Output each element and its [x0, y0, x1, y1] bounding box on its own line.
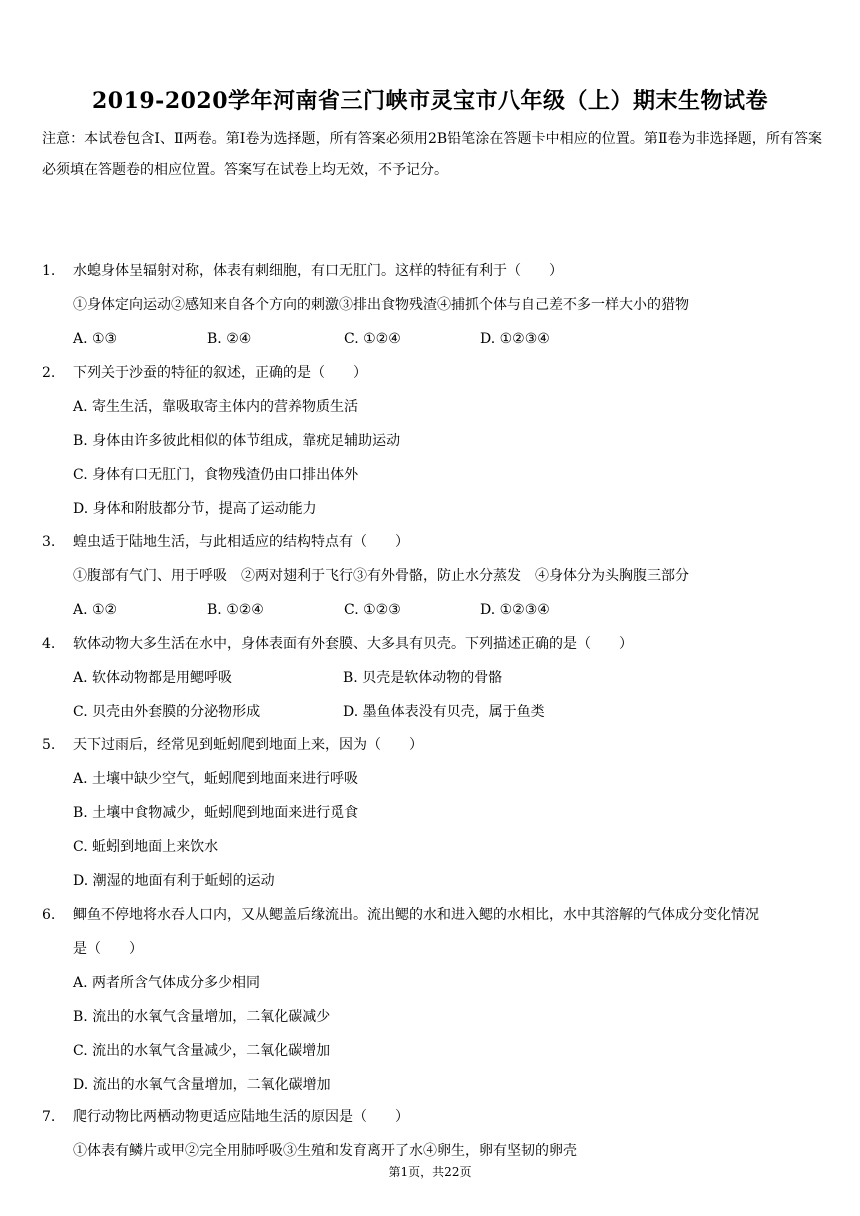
option-b: B. ①②④ — [207, 602, 264, 618]
option-b: B. 贝壳是软体动物的骨骼 — [343, 670, 503, 686]
question-stem: 鲫鱼不停地将水吞人口内，又从鳃盖后缘流出。流出鳃的水和进入鳃的水相比，水中其溶解的气体成分变化情况 — [73, 907, 759, 923]
question-number: 6. — [42, 907, 56, 923]
question-stem: 软体动物大多生活在水中，身体表面有外套膜、大多具有贝壳。下列描述正确的是（ ） — [73, 636, 633, 652]
question-statements: ①体表有鳞片或甲②完全用肺呼吸③生殖和发育离开了水④卵生，卵有坚韧的卵壳 — [73, 1143, 577, 1159]
question-number: 3. — [42, 534, 56, 550]
question-stem: 蝗虫适于陆地生活，与此相适应的结构特点有（ ） — [73, 534, 409, 550]
question-number: 1. — [42, 263, 56, 279]
option-c: C. 流出的水氧气含量减少，二氧化碳增加 — [73, 1043, 331, 1059]
option-a: A. 土壤中缺少空气，蚯蚓爬到地面来进行呼吸 — [73, 771, 359, 787]
option-d: D. 潮湿的地面有利于蚯蚓的运动 — [73, 873, 275, 889]
option-d: D. 身体和附肢都分节，提高了运动能力 — [73, 501, 317, 517]
question-number: 5. — [42, 737, 56, 753]
option-b: B. ②④ — [207, 331, 252, 347]
option-a: A. ①③ — [73, 331, 118, 347]
option-d: D. 流出的水氧气含量增加，二氧化碳增加 — [73, 1077, 331, 1093]
option-c: C. 蚯蚓到地面上来饮水 — [73, 839, 219, 855]
option-a: A. 寄生生活，靠吸取寄主体内的营养物质生活 — [73, 399, 359, 415]
page-footer: 第1页，共22页 — [388, 1165, 472, 1179]
option-a: A. 软体动物都是用鳃呼吸 — [73, 670, 233, 686]
option-c: C. 身体有口无肛门，食物残渣仍由口排出体外 — [73, 467, 359, 483]
question-number: 4. — [42, 636, 56, 652]
option-c: C. 贝壳由外套膜的分泌物形成 — [73, 704, 261, 720]
question-stem-continued: 是（ ） — [73, 941, 143, 957]
question-statements: ①腹部有气门、用于呼吸 ②两对翅利于飞行③有外骨骼，防止水分蒸发 ④身体分为头胸腹三部分 — [73, 568, 689, 584]
option-b: B. 流出的水氧气含量增加，二氧化碳减少 — [73, 1009, 331, 1025]
question-stem: 水螅身体呈辐射对称，体表有刺细胞，有口无肛门。这样的特征有利于（ ） — [73, 263, 563, 279]
question-stem: 爬行动物比两栖动物更适应陆地生活的原因是（ ） — [73, 1109, 409, 1125]
option-c: C. ①②④ — [344, 331, 401, 347]
question-stem: 下列关于沙蚕的特征的叙述，正确的是（ ） — [73, 365, 367, 381]
option-d: D. ①②③④ — [480, 602, 550, 618]
option-d: D. 墨鱼体表没有贝壳，属于鱼类 — [343, 704, 545, 720]
option-a: A. ①② — [73, 602, 118, 618]
option-c: C. ①②③ — [344, 602, 401, 618]
option-b: B. 土壤中食物减少，蚯蚓爬到地面来进行觅食 — [73, 805, 359, 821]
question-statements: ①身体定向运动②感知来自各个方向的刺激③排出食物残渣④捕抓个体与自己差不多一样大小的猎物 — [73, 297, 689, 313]
question-number: 2. — [42, 365, 56, 381]
option-b: B. 身体由许多彼此相似的体节组成，靠疣足辅助运动 — [73, 433, 401, 449]
instructions-note: 注意：本试卷包含Ⅰ、Ⅱ两卷。第Ⅰ卷为选择题，所有答案必须用2B铅笔涂在答题卡中相应的位置。第Ⅱ卷为非选择题，所有答案必须填在答题卷的相应位置。答案写在试卷上均无效，不予记分。 — [42, 131, 822, 178]
option-d: D. ①②③④ — [480, 331, 550, 347]
question-stem: 天下过雨后，经常见到蚯蚓爬到地面上来，因为（ ） — [73, 737, 423, 753]
option-a: A. 两者所含气体成分多少相同 — [73, 975, 261, 991]
page-title: 2019-2020学年河南省三门峡市灵宝市八年级（上）期末生物试卷 — [91, 88, 769, 114]
question-number: 7. — [42, 1109, 56, 1125]
